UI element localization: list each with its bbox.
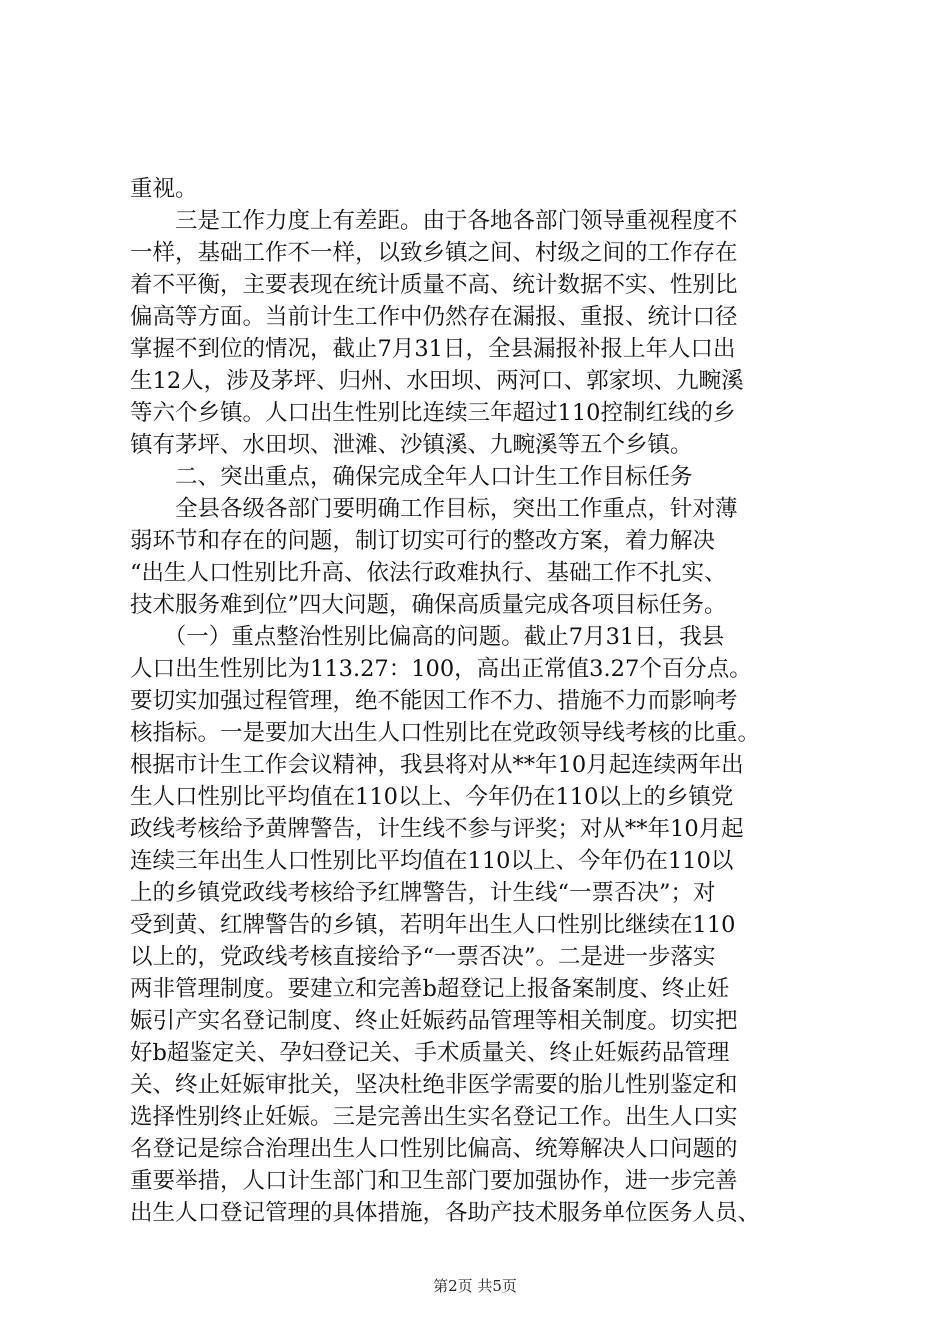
document-body xyxy=(130,173,830,1229)
text-line: “出生人口性别比升高、依法行政难执行、基础工作不扎实、 xyxy=(130,560,727,586)
text-line: 等六个乡镇。人口出生性别比连续三年超过110控制红线的乡 xyxy=(130,400,736,426)
text-line: 人口出生性别比为113.27：100，高出正常值3.27个百分点。 xyxy=(130,656,752,682)
text-line: 生12人，涉及茅坪、归州、水田坝、两河口、郭家坝、九畹溪 xyxy=(130,368,744,394)
text-line: 偏高等方面。当前计生工作中仍然存在漏报、重报、统计口径 xyxy=(130,304,738,330)
text-line: 一样，基础工作不一样，以致乡镇之间、村级之间的工作存在 xyxy=(130,240,738,266)
text-line: （一）重点整治性别比偏高的问题。截止7月31日，我县 xyxy=(130,624,725,650)
text-line: 掌握不到位的情况，截止7月31日，全县漏报补报上年人口出 xyxy=(130,336,736,362)
text-line: 三是工作力度上有差距。由于各地各部门领导重视程度不 xyxy=(130,208,738,234)
text-line: 好b超鉴定关、孕妇登记关、手术质量关、终止妊娠药品管理 xyxy=(130,1040,730,1066)
text-line: 政线考核给予黄牌警告，计生线不参与评奖；对从**年10月起 xyxy=(130,816,744,842)
text-line: 要切实加强过程管理，绝不能因工作不力、措施不力而影响考 xyxy=(130,688,738,714)
text-line: 两非管理制度。要建立和完善b超登记上报备案制度、终止妊 xyxy=(130,976,730,1002)
text-line: 上的乡镇党政线考核给予红牌警告，计生线“一票否决”；对 xyxy=(130,880,716,906)
text-line: 重视。 xyxy=(130,176,198,202)
text-line: 核指标。一是要加大出生人口性别比在党政领导线考核的比重。 xyxy=(130,720,761,746)
text-line: 名登记是综合治理出生人口性别比偏高、统筹解决人口问题的 xyxy=(130,1136,738,1162)
text-line: 二、突出重点，确保完成全年人口计生工作目标任务 xyxy=(130,464,693,490)
text-line: 弱环节和存在的问题，制订切实可行的整改方案，着力解决 xyxy=(130,528,716,554)
text-line: 选择性别终止妊娠。三是完善出生实名登记工作。出生人口实 xyxy=(130,1104,738,1130)
text-line: 连续三年出生人口性别比平均值在110以上、今年仍在110以 xyxy=(130,848,734,874)
text-line: 技术服务难到位”四大问题，确保高质量完成各项目标任务。 xyxy=(130,592,727,618)
text-line: 全县各级各部门要明确工作目标，突出工作重点，针对薄 xyxy=(130,496,738,522)
text-line: 着不平衡，主要表现在统计质量不高、统计数据不实、性别比 xyxy=(130,272,738,298)
text-line: 受到黄、红牌警告的乡镇，若明年出生人口性别比继续在110 xyxy=(130,912,736,938)
page-number: 第2页 共5页 xyxy=(433,1277,517,1295)
text-line: 根据市计生工作会议精神，我县将对从**年10月起连续两年出 xyxy=(130,752,744,778)
text-line: 以上的，党政线考核直接给予“一票否决”。二是进一步落实 xyxy=(130,944,716,970)
text-line: 重要举措，人口计生部门和卫生部门要加强协作，进一步完善 xyxy=(130,1168,738,1194)
text-line: 镇有茅坪、水田坝、泄滩、沙镇溪、九畹溪等五个乡镇。 xyxy=(130,432,693,458)
text-line: 娠引产实名登记制度、终止妊娠药品管理等相关制度。切实把 xyxy=(130,1008,738,1034)
text-line: 生人口性别比平均值在110以上、今年仍在110以上的乡镇党 xyxy=(130,784,734,810)
text-line: 出生人口登记管理的具体措施，各助产技术服务单位医务人员、 xyxy=(130,1200,761,1226)
text-line: 关、终止妊娠审批关，坚决杜绝非医学需要的胎儿性别鉴定和 xyxy=(130,1072,738,1098)
